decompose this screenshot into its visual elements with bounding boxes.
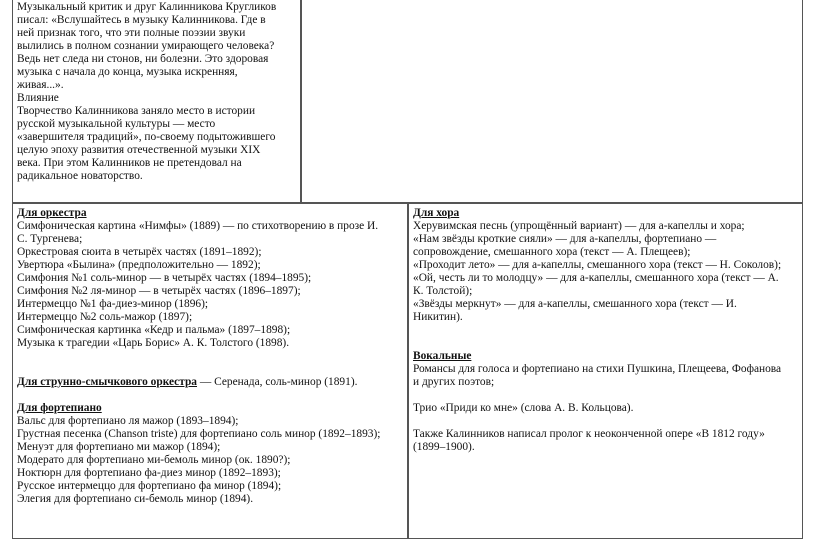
text-line: Музыкальный критик и друг Калинникова Кругликов	[17, 1, 277, 13]
list-item: «Проходит лето» — для а-капеллы, смешанного хора (текст — Н. Соколов);	[413, 259, 782, 271]
text-line: русской музыкальной культуры — место	[17, 118, 216, 130]
list-item: Интермеццо №1 фа-диез-минор (1896);	[17, 298, 209, 310]
list-item: Модерато для фортепиано ми-бемоль минор (ок. 1890?);	[17, 454, 291, 466]
empty-cell	[301, 0, 803, 203]
list-item: Оркестровая сюита в четырёх частях (1891–1892);	[17, 246, 262, 258]
list-item: «Звёзды меркнут» — для а-капеллы, смешанного хора (текст — И.	[413, 298, 737, 310]
text-line: писал: «Вслушайтесь в музыку Калинникова. Где в	[17, 14, 266, 26]
piano-heading: Для фортепиано	[17, 402, 102, 414]
list-item: Интермеццо №2 соль-мажор (1897);	[17, 311, 193, 323]
top-text-cell	[12, 0, 301, 203]
list-item: Симфония №2 ля-минор — в четырёх частях (1896–1897);	[17, 285, 301, 297]
text-line: радикальное новаторство.	[17, 170, 143, 182]
list-item: «Ой, честь ли то молодцу» — для а-капеллы, смешанного хора (текст — А.	[413, 272, 779, 284]
trio-line: Трио «Приди ко мне» (слова А. В. Кольцова).	[413, 402, 634, 414]
list-item: Элегия для фортепиано си-бемоль минор (1894).	[17, 493, 254, 505]
text-line: музыка с начала до конца, музыка искренняя,	[17, 66, 238, 78]
text-line: Творчество Калинникова заняло место в истории	[17, 105, 256, 117]
strings-text: — Серенада, соль-минор (1891).	[197, 376, 358, 388]
list-item: Ноктюрн для фортепиано фа-диез минор (1892–1893);	[17, 467, 281, 479]
list-item: Музыка к трагедии «Царь Борис» А. К. Толстого (1898).	[17, 337, 290, 349]
list-item: Симфоническая картина «Нимфы» (1889) — по стихотворению в прозе И.	[17, 220, 379, 232]
text-line: целую эпоху развития отечественной музыки XIX	[17, 144, 261, 156]
strings-entry	[17, 376, 403, 389]
choir-heading: Для хора	[413, 207, 460, 219]
list-item: С. Тургенева;	[17, 233, 83, 245]
list-item: Менуэт для фортепиано ми мажор (1894);	[17, 441, 221, 453]
prologue-line: (1899–1900).	[413, 441, 475, 453]
vocal-heading: Вокальные	[413, 350, 472, 362]
list-item: сопровождение, смешанного хора (текст — А. Плещеев);	[413, 246, 691, 258]
list-item: Никитин).	[413, 311, 463, 323]
prologue-line: Также Калинников написал пролог к неоконченной опере «В 1812 году»	[413, 428, 765, 440]
text-line: живая...».	[17, 79, 64, 91]
list-item: Романсы для голоса и фортепиано на стихи Пушкина, Плещеева, Фофанова	[413, 363, 782, 375]
list-item: Вальс для фортепиано ля мажор (1893–1894);	[17, 415, 239, 427]
text-line: века. При этом Калинников не претендовал на	[17, 157, 242, 169]
list-item: «Нам звёзды кроткие сияли» — для а-капеллы, фортепиано —	[413, 233, 717, 245]
list-item: Херувимская песнь (упрощённый вариант) — для а-капеллы и хора;	[413, 220, 745, 232]
list-item: Грустная песенка (Chanson triste) для фортепиано соль минор (1892–1893);	[17, 428, 381, 440]
text-line: вылились в полном сознании умирающего человека?	[17, 40, 275, 52]
text-line: Ведь нет следа ни стонов, ни болезни. Это здоровая	[17, 53, 269, 65]
text-line: ней признак того, что эти полные поэзии звуки	[17, 27, 246, 39]
list-item: Русское интермеццо для фортепиано фа минор (1894);	[17, 480, 282, 492]
list-item: Симфоническая картинка «Кедр и пальма» (1897–1898);	[17, 324, 291, 336]
orchestra-heading: Для оркестра	[17, 207, 87, 219]
list-item: и других поэтов;	[413, 376, 495, 388]
vocal-works-cell	[408, 203, 803, 539]
list-item: Увертюра «Былина» (предположительно — 1892);	[17, 259, 261, 271]
list-item: К. Толстой);	[413, 285, 473, 297]
list-item: Симфония №1 соль-минор — в четырёх частях (1894–1895);	[17, 272, 312, 284]
orchestral-works-cell	[12, 203, 408, 539]
text-line: «завершителя традиций», по-своему подытожившего	[17, 131, 276, 143]
section-heading-influence: Влияние	[17, 92, 59, 104]
strings-heading: Для струнно-смычкового оркестра	[17, 376, 198, 388]
